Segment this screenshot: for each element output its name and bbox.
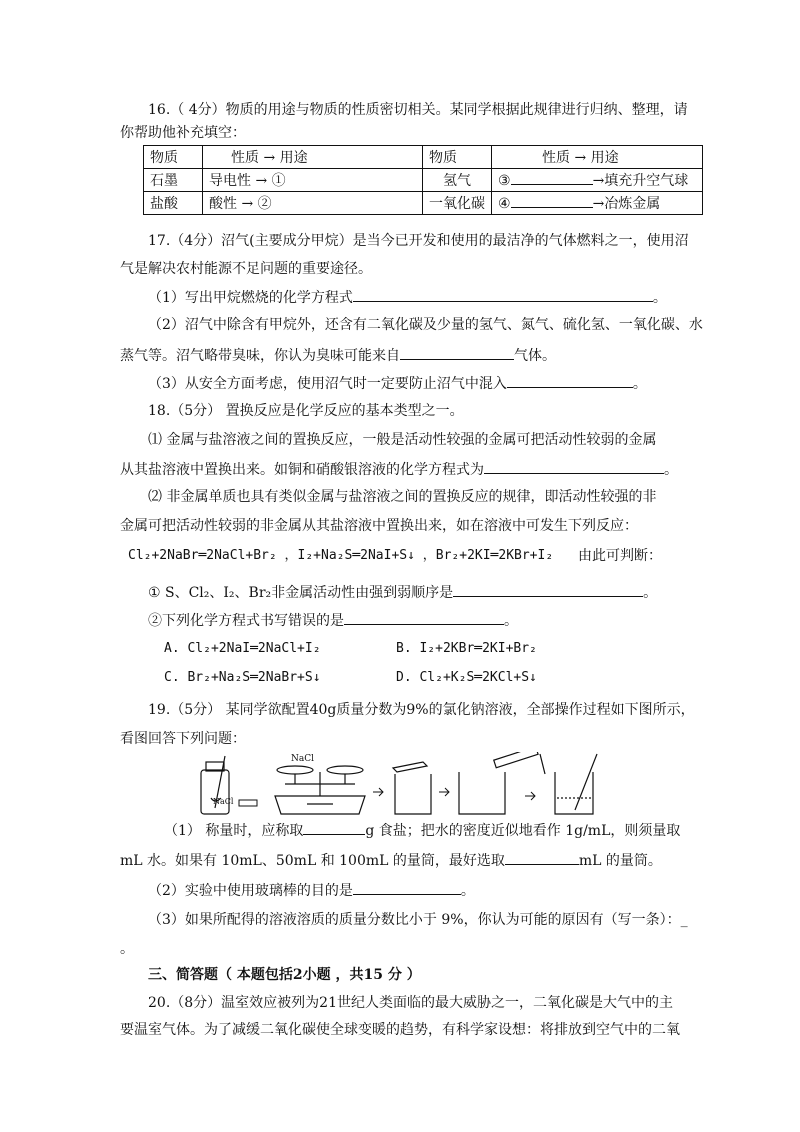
solution-preparation-figure <box>195 752 635 818</box>
q20-stem-line1: 20.（8分）温室效应被列为21世纪人类面临的最大威胁之一，二氧化碳是大气中的主 <box>148 995 673 1011</box>
answer-blank[interactable] <box>484 459 664 474</box>
answer-blank[interactable] <box>507 373 633 388</box>
answer-blank[interactable] <box>505 850 579 865</box>
q19-stem-line2: 看图回答下列问题： <box>120 731 246 747</box>
q17-stem-line2: 气是解决农村能源不足问题的重要途径。 <box>120 261 372 277</box>
q19-part2-text: （2）实验中使用玻璃棒的目的是 <box>148 883 353 899</box>
q18-item2 <box>148 610 518 630</box>
q17-part3 <box>148 373 647 393</box>
table-row <box>144 192 703 215</box>
answer-blank[interactable] <box>344 610 504 625</box>
q18-item2-text: ②下列化学方程式书写错误的是 <box>148 613 344 629</box>
reagent-bottle-icon <box>201 756 234 814</box>
answer-blank[interactable] <box>303 820 365 835</box>
period: 。 <box>664 462 678 478</box>
q18-equations: Cl₂+2NaBr═2NaCl+Br₂ ，I₂+Na₂S═2NaI+S↓ ，Br₂+2KI═2KBr+I₂ <box>128 548 554 563</box>
period: 。 <box>632 376 647 392</box>
q18-equations-tail: 由此可判断： <box>578 548 662 564</box>
period: 。 <box>643 585 658 601</box>
pouring-cylinder-icon <box>459 752 545 814</box>
q16-stem-line2: 你帮助他补充填空： <box>120 125 246 141</box>
q18-sub1-line2 <box>120 459 678 479</box>
answer-blank[interactable] <box>511 170 593 185</box>
weigh-paper-icon <box>239 800 257 806</box>
answer-blank[interactable] <box>353 880 461 895</box>
q17-part2-text: 蒸气等。沼气略带臭味，你认为臭味可能来自 <box>120 348 400 364</box>
q19-part1-text4: mL 的量筒。 <box>578 853 662 869</box>
arrow-right-icon <box>439 788 449 796</box>
q19-part3: （3）如果所配得的溶液溶质的质量分数比小于 9%，你认为可能的原因有（写一条）：_ <box>148 912 688 928</box>
table-cell: 盐酸 <box>144 192 203 215</box>
balance-scale-icon <box>275 754 365 814</box>
q17-part2-line2 <box>120 345 556 365</box>
table-cell: 一氧化碳 <box>423 192 492 215</box>
q16-stem-line1: 16.（ 4分）物质的用途与物质的性质密切相关。某同学根据此规律进行归纳、整理，请 <box>148 102 688 118</box>
q17-part2-tail: 气体。 <box>514 348 556 364</box>
table-header-row <box>144 146 703 169</box>
q17-part3-text: （3）从安全方面考虑，使用沼气时一定要防止沼气中混入 <box>148 376 507 392</box>
arrow-right-icon <box>525 792 535 800</box>
q18-sub1-line1: ⑴ 金属与盐溶液之间的置换反应，一般是活动性较强的金属可把活动性较弱的金属 <box>148 432 657 448</box>
option-d: D. Cl₂+K₂S═2KCl+S↓ <box>396 670 537 685</box>
option-a: A. Cl₂+2NaI═2NaCl+I₂ <box>164 641 321 656</box>
table-cell: 氢气 <box>423 169 492 192</box>
q19-part1-text: （1） 称量时，应称取 <box>164 823 304 839</box>
arrow-right-icon <box>373 788 383 796</box>
table-header-cell: 性质 → 用途 <box>492 146 703 169</box>
beaker-icon <box>393 762 431 814</box>
q19-stem-line1: 19.（5分） 某同学欲配置40g质量分数为9%的氯化钠溶液，全部操作过程如下图所示， <box>148 702 695 718</box>
q20-stem-line2: 要温室气体。为了减缓二氧化碳使全球变暖的趋势，有科学家设想：将排放到空气中的二氧 <box>120 1022 680 1038</box>
table-header-cell: 物质 <box>423 146 492 169</box>
q19-part1-text3: mL 水。如果有 10mL、50mL 和 100mL 的量筒，最好选取 <box>120 853 505 869</box>
q18-sub2-line2: 金属可把活动性较弱的非金属从其盐溶液中置换出来，如在溶液中可发生下列反应： <box>120 518 638 534</box>
table-row <box>144 169 703 192</box>
property-use-table <box>143 145 703 215</box>
table-cell: 导电性 → ① <box>203 169 423 192</box>
q19-part1-line1 <box>164 820 680 840</box>
period: 。 <box>652 290 667 306</box>
use-text: →填充升空气球 <box>592 173 689 189</box>
table-cell <box>492 192 703 215</box>
use-text: →冶炼金属 <box>592 196 661 212</box>
q17-stem-line1: 17.（4分）沼气(主要成分甲烷）是当今已开发和使用的最洁净的气体燃料之一，使用沼 <box>148 233 689 249</box>
table-cell: 石墨 <box>144 169 203 192</box>
q19-part3-end: 。 <box>120 941 134 957</box>
period: 。 <box>504 613 518 629</box>
q19-part1-text2: g 食盐；把水的密度近似地看作 1g/mL，则须量取 <box>365 823 681 839</box>
table-cell <box>492 169 703 192</box>
section-title: 三、简答题（ 本题包括2小题 ，共15 分 ） <box>148 967 421 983</box>
option-c: C. Br₂+Na₂S═2NaBr+S↓ <box>164 670 321 685</box>
q19-part2 <box>148 880 475 900</box>
q17-part1-text: （1）写出甲烷燃烧的化学方程式 <box>148 290 353 306</box>
q17-part1 <box>148 287 667 307</box>
q18-item1 <box>148 582 657 602</box>
balance-label: NaCl <box>291 754 315 764</box>
blank-number: ④ <box>498 196 511 212</box>
answer-blank[interactable] <box>453 582 643 597</box>
table-header-cell: 性质 → 用途 <box>203 146 423 169</box>
q18-item1-text: ① S、Cl₂、I₂、Br₂非金属活动性由强到弱顺序是 <box>148 585 454 601</box>
q18-sub2-line1: ⑵ 非金属单质也具有类似金属与盐溶液之间的置换反应的规律，即活动性较强的非 <box>148 489 657 505</box>
blank-number: ③ <box>498 173 511 189</box>
q18-sub1-text: 从其盐溶液中置换出来。如铜和硝酸银溶液的化学方程式为 <box>120 462 484 478</box>
q18-stem: 18.（5分） 置换反应是化学反应的基本类型之一。 <box>148 403 464 419</box>
option-b: B. I₂+2KBr═2KI+Br₂ <box>396 641 537 656</box>
period: 。 <box>460 883 475 899</box>
answer-blank[interactable] <box>400 345 514 360</box>
table-header-cell: 物质 <box>144 146 203 169</box>
q19-part1-line2 <box>120 850 662 870</box>
answer-blank[interactable] <box>511 193 593 208</box>
q17-part2-line1: （2）沼气中除含有甲烷外，还含有二氧化碳及少量的氢气、氮气、硫化氢、一氧化碳、水 <box>148 317 703 333</box>
bottle-label: NaCl <box>213 797 234 806</box>
answer-blank[interactable] <box>353 287 653 302</box>
stirring-beaker-icon <box>555 754 597 814</box>
table-cell: 酸性 → ② <box>203 192 423 215</box>
